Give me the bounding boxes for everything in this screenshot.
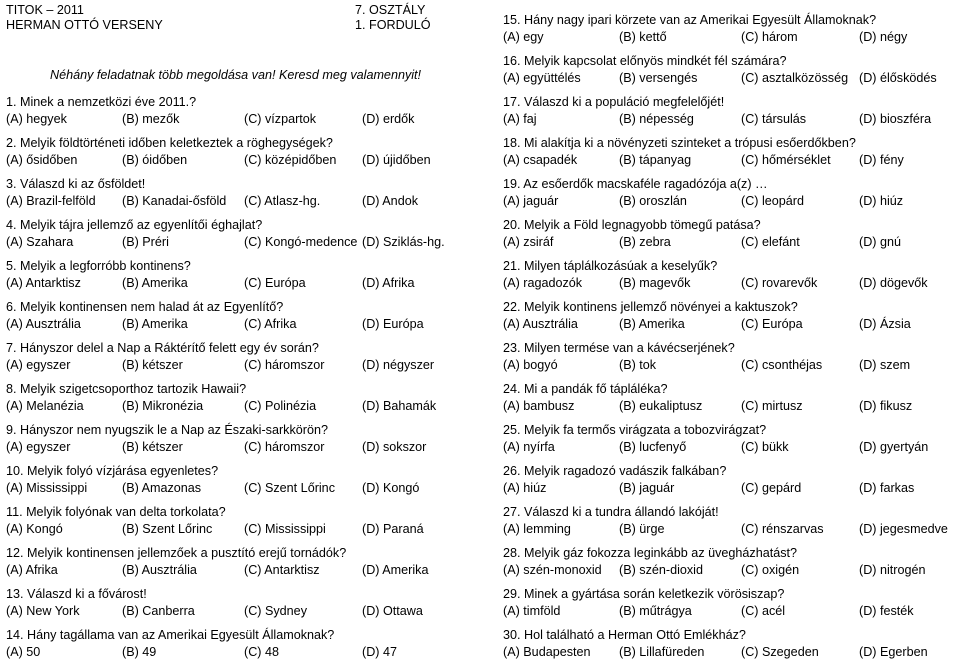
question-column-right [503,12,948,668]
question-text: 9. Hányszor nem nyugszik le a Nap az Északi-sarkkörön? [6,423,328,437]
answer-option: (B) jaguár [619,480,675,495]
question-text: 4. Melyik tájra jellemző az egyenlítői éghajlat? [6,218,263,232]
answer-option: (A) egyszer [6,439,71,454]
answer-options [503,521,948,538]
answer-option: (A) Budapesten [503,644,591,659]
answer-option: (D) dögevők [859,275,928,290]
answer-option: (B) 49 [122,644,157,659]
answer-option: (B) Préri [122,234,169,249]
answer-option: (C) acél [741,603,786,618]
answer-option: (A) hiúz [503,480,547,495]
question-item [6,135,431,176]
answer-option: (A) Afrika [6,562,58,577]
question-text: 16. Melyik kapcsolat előnyös mindkét fél számára? [503,54,787,68]
answer-option: (D) Ottawa [362,603,423,618]
question-text: 13. Válaszd ki a fővárost! [6,587,147,601]
question-text: 21. Milyen táplálkozásúak a keselyűk? [503,259,718,273]
question-item [503,545,926,586]
answer-options [503,644,928,661]
answer-option: (A) hegyek [6,111,67,126]
question-text: 26. Melyik ragadozó vadászik falkában? [503,464,727,478]
answer-option: (A) Szahara [6,234,74,249]
answer-option: (C) rovarevők [741,275,818,290]
answer-option: (D) farkas [859,480,915,495]
question-item [6,217,445,258]
answer-option: (A) Ausztrália [6,316,81,331]
answer-options [503,70,937,87]
question-text: 19. Az esőerdők macskaféle ragadózója a(z) … [503,177,768,191]
answer-option: (C) Antarktisz [244,562,320,577]
answer-option: (A) Brazil-felföld [6,193,96,208]
answer-options [6,275,415,292]
question-text: 28. Melyik gáz fokozza leginkább az üvegházhatást? [503,546,798,560]
answer-option: (B) Kanadai-ősföld [122,193,227,208]
question-text: 20. Melyik a Föld legnagyobb tömegű patása? [503,218,761,232]
question-text: 23. Milyen termése van a kávécserjének? [503,341,735,355]
answer-options [503,152,904,169]
answer-option: (B) Ausztrália [122,562,197,577]
question-text: 15. Hány nagy ipari körzete van az Amerikai Egyesült Államoknak? [503,13,877,27]
question-item [6,586,423,627]
answer-options [6,644,397,661]
question-item [6,340,435,381]
question-text: 17. Válaszd ki a populáció megfelelőjét! [503,95,725,109]
answer-option: (D) Amerika [362,562,429,577]
answer-option: (B) Amazonas [122,480,202,495]
answer-option: (C) középidőben [244,152,337,167]
answer-option: (B) óidőben [122,152,188,167]
answer-option: (C) mirtusz [741,398,803,413]
answer-option: (B) eukaliptusz [619,398,703,413]
answer-option: (B) oroszlán [619,193,687,208]
answer-option: (B) tok [619,357,657,372]
answer-option: (D) hiúz [859,193,904,208]
answer-options [6,234,445,251]
answer-option: (A) együttélés [503,70,581,85]
answer-option: (C) Mississippi [244,521,326,536]
answer-option: (B) Lillafüreden [619,644,705,659]
answer-option: (B) kettő [619,29,667,44]
answer-option: (B) Szent Lőrinc [122,521,213,536]
answer-option: (D) fikusz [859,398,913,413]
question-item [6,463,420,504]
answer-option: (A) bambusz [503,398,575,413]
answer-option: (D) Sziklás-hg. [362,234,445,249]
answer-option: (B) kétszer [122,357,183,372]
question-item [503,381,913,422]
answer-option: (C) gepárd [741,480,802,495]
answer-options [6,316,424,333]
answer-options [6,111,415,128]
answer-option: (D) Bahamák [362,398,437,413]
answer-options [503,234,901,251]
answer-option: (A) Melanézia [6,398,84,413]
question-item [503,422,929,463]
answer-option: (C) Atlasz-hg. [244,193,321,208]
answer-options [6,603,423,620]
answer-option: (A) Ausztrália [503,316,578,331]
answer-option: (A) Mississippi [6,480,88,495]
answer-options [503,316,911,333]
answer-option: (A) jaguár [503,193,559,208]
question-item [6,545,429,586]
answer-option: (C) háromszor [244,439,325,454]
question-item [503,258,928,299]
answer-option: (D) újidőben [362,152,431,167]
round-label: 1. FORDULÓ [355,18,431,32]
question-text: 7. Hányszor delel a Nap a Ráktérítő felett egy év során? [6,341,319,355]
answer-options [6,562,429,579]
answer-option: (A) egy [503,29,544,44]
answer-options [503,603,914,620]
answer-option: (B) kétszer [122,439,183,454]
question-text: 6. Melyik kontinensen nem halad át az Egyenlítő? [6,300,284,314]
answer-option: (D) Kongó [362,480,420,495]
answer-option: (B) zebra [619,234,671,249]
answer-options [503,111,932,128]
answer-option: (D) jegesmedve [859,521,948,536]
answer-option: (C) Európa [244,275,306,290]
question-item [6,299,424,340]
answer-option: (A) zsiráf [503,234,554,249]
question-item [6,504,424,545]
answer-option: (B) magevők [619,275,691,290]
question-item [503,12,908,53]
answer-options [503,562,926,579]
answer-option: (A) Kongó [6,521,63,536]
question-item [503,504,948,545]
answer-option: (D) Paraná [362,521,424,536]
answer-option: (C) társulás [741,111,807,126]
question-text: 1. Minek a nemzetközi éve 2011.? [6,95,197,109]
header-right [355,3,431,33]
question-text: 27. Válaszd ki a tundra állandó lakóját! [503,505,719,519]
competition-title: TITOK – 2011 [6,3,84,17]
answer-option: (A) szén-monoxid [503,562,602,577]
question-item [6,381,437,422]
answer-option: (A) ősidőben [6,152,78,167]
answer-option: (C) háromszor [244,357,325,372]
answer-option: (B) Mikronézia [122,398,204,413]
answer-option: (C) 48 [244,644,279,659]
question-column-left [6,94,445,668]
answer-option: (C) csonthéjas [741,357,823,372]
question-text: 24. Mi a pandák fő tápláléka? [503,382,668,396]
answer-options [503,439,929,456]
question-item [503,135,904,176]
answer-options [503,29,908,46]
answer-options [503,193,904,210]
answer-option: (D) bioszféra [859,111,932,126]
answer-option: (B) Amerika [122,275,188,290]
answer-option: (C) Szent Lőrinc [244,480,335,495]
answer-options [6,193,418,210]
answer-option: (D) fény [859,152,904,167]
answer-option: (C) Szegeden [741,644,819,659]
answer-option: (D) négyszer [362,357,435,372]
competition-name: HERMAN OTTÓ VERSENY [6,18,163,32]
question-item [503,217,901,258]
answer-option: (A) ragadozók [503,275,583,290]
answer-option: (D) nitrogén [859,562,926,577]
answer-option: (A) timföld [503,603,561,618]
answer-option: (C) leopárd [741,193,804,208]
question-item [503,586,914,627]
answer-option: (B) lucfenyő [619,439,687,454]
question-text: 10. Melyik folyó vízjárása egyenletes? [6,464,219,478]
answer-option: (C) Afrika [244,316,297,331]
answer-option: (C) Sydney [244,603,307,618]
question-item [503,94,932,135]
answer-option: (C) vízpartok [244,111,317,126]
answer-option: (D) Egerben [859,644,928,659]
answer-option: (C) oxigén [741,562,800,577]
answer-option: (C) hőmérséklet [741,152,831,167]
question-text: 5. Melyik a legforróbb kontinens? [6,259,191,273]
answer-option: (B) Amerika [122,316,188,331]
answer-options [6,357,435,374]
answer-option: (D) Afrika [362,275,415,290]
question-item [503,176,904,217]
question-text: 11. Melyik folyónak van delta torkolata? [6,505,226,519]
answer-option: (B) mezők [122,111,180,126]
answer-options [6,480,420,497]
answer-option: (B) műtrágya [619,603,692,618]
answer-option: (D) 47 [362,644,397,659]
question-text: 3. Válaszd ki az ősföldet! [6,177,146,191]
answer-option: (C) bükk [741,439,789,454]
question-text: 12. Melyik kontinensen jellemzőek a pusztító erejű tornádók? [6,546,347,560]
answer-options [503,275,928,292]
instruction-note: Néhány feladatnak több megoldása van! Keresd meg valamennyit! [50,68,422,82]
question-item [503,299,911,340]
answer-option: (A) egyszer [6,357,71,372]
answer-option: (D) festék [859,603,914,618]
answer-option: (A) csapadék [503,152,578,167]
answer-option: (B) szén-dioxid [619,562,703,577]
answer-option: (D) Andok [362,193,418,208]
answer-option: (A) New York [6,603,80,618]
question-text: 18. Mi alakítja ki a növényzeti szinteket a trópusi esőerdőkben? [503,136,856,150]
answer-option: (B) Canberra [122,603,195,618]
grade-label: 7. OSZTÁLY [355,3,426,17]
answer-option: (B) Amerika [619,316,685,331]
answer-options [503,398,913,415]
answer-options [6,521,424,538]
answer-options [503,357,911,374]
answer-option: (B) versengés [619,70,698,85]
answer-option: (D) szem [859,357,911,372]
question-item [6,176,418,217]
answer-option: (A) bogyó [503,357,558,372]
answer-option: (D) gyertyán [859,439,929,454]
answer-option: (D) gnú [859,234,901,249]
question-text: 22. Melyik kontinens jellemző növényei a kaktuszok? [503,300,798,314]
answer-option: (B) népesség [619,111,694,126]
question-text: 2. Melyik földtörténeti időben keletkeztek a röghegységek? [6,136,333,150]
question-text: 14. Hány tagállama van az Amerikai Egyesült Államoknak? [6,628,335,642]
question-text: 29. Minek a gyártása során keletkezik vörösiszap? [503,587,785,601]
answer-option: (A) 50 [6,644,41,659]
question-item [503,53,937,94]
answer-option: (B) tápanyag [619,152,692,167]
question-item [6,258,415,299]
question-item [503,340,911,381]
answer-option: (B) ürge [619,521,665,536]
header-left [6,3,163,33]
question-item [503,463,915,504]
answer-option: (C) Kongó-medence [244,234,358,249]
answer-option: (C) Európa [741,316,803,331]
answer-option: (C) Polinézia [244,398,317,413]
answer-options [6,398,437,415]
answer-option: (D) erdők [362,111,415,126]
answer-option: (D) Ázsia [859,316,911,331]
answer-option: (D) Európa [362,316,424,331]
answer-option: (C) asztalközösség [741,70,849,85]
question-text: 25. Melyik fa termős virágzata a tobozvirágzat? [503,423,767,437]
answer-option: (C) elefánt [741,234,800,249]
answer-option: (A) nyírfa [503,439,555,454]
question-item [6,94,415,135]
answer-options [6,439,427,456]
question-item [6,422,427,463]
question-text: 30. Hol található a Herman Ottó Emlékház? [503,628,746,642]
answer-option: (A) faj [503,111,537,126]
question-text: 8. Melyik szigetcsoporthoz tartozik Hawaii? [6,382,247,396]
answer-option: (D) négy [859,29,908,44]
answer-option: (A) lemming [503,521,571,536]
answer-option: (C) rénszarvas [741,521,824,536]
answer-options [503,480,915,497]
answer-option: (A) Antarktisz [6,275,81,290]
answer-options [6,152,431,169]
answer-option: (C) három [741,29,798,44]
answer-option: (D) élősködés [859,70,937,85]
answer-option: (D) sokszor [362,439,427,454]
